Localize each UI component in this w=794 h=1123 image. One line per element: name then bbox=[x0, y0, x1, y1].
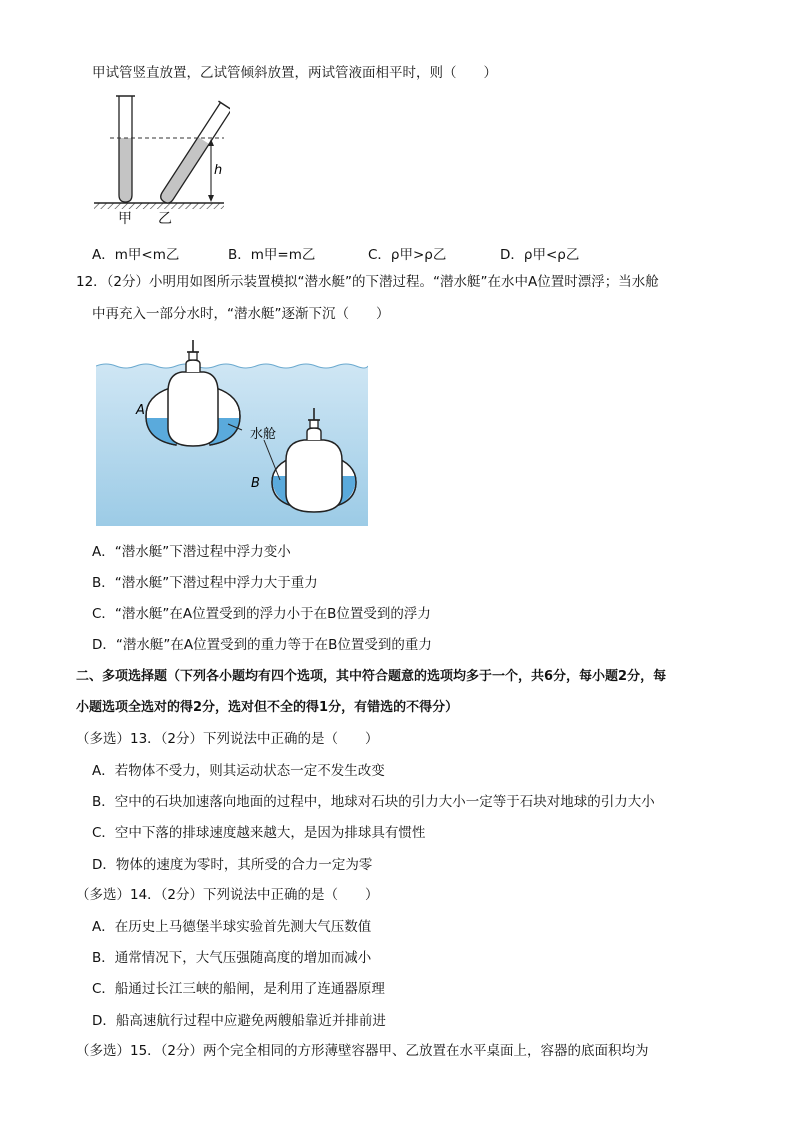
q14-option-b[interactable]: B．通常情况下，大气压强随高度的增加而减小 bbox=[92, 950, 372, 966]
q13-option-c[interactable]: C．空中下落的排球速度越来越大，是因为排球具有惯性 bbox=[92, 825, 426, 841]
q13-option-b[interactable]: B．空中的石块加速落向地面的过程中，地球对石块的引力大小一定等于石块对地球的引力大小 bbox=[92, 794, 655, 810]
q11-option-d[interactable]: D．ρ甲<ρ乙 bbox=[500, 247, 580, 263]
tube-label-jia: 甲 bbox=[118, 211, 132, 227]
q14-stem: （多选）14．（2分）下列说法中正确的是（ ） bbox=[76, 887, 379, 903]
q14-option-d[interactable]: D．船高速航行过程中应避免两艘船靠近并排前进 bbox=[92, 1013, 386, 1029]
label-b: B bbox=[251, 476, 260, 491]
submarine-a bbox=[146, 340, 252, 446]
q12-option-b[interactable]: B．“潜水艇”下潜过程中浮力大于重力 bbox=[92, 575, 318, 591]
q12-stem-line2: 中再充入一部分水时，“潜水艇”逐渐下沉（ ） bbox=[92, 306, 390, 322]
q15-stem: （多选）15．（2分）两个完全相同的方形薄壁容器甲、乙放置在水平桌面上，容器的底面积均为 bbox=[76, 1043, 649, 1059]
q14-option-a[interactable]: A．在历史上马德堡半球实验首先测大气压数值 bbox=[92, 919, 372, 935]
q12-option-d[interactable]: D．“潜水艇”在A位置受到的重力等于在B位置受到的重力 bbox=[92, 637, 432, 653]
h-label: h bbox=[214, 163, 223, 178]
section2-header-line1: 二、多项选择题（下列各小题均有四个选项，其中符合题意的选项均多于一个，共6分，每小题2分，每 bbox=[76, 669, 667, 684]
q12-option-a[interactable]: A．“潜水艇”下潜过程中浮力变小 bbox=[92, 544, 291, 560]
q14-option-c[interactable]: C．船通过长江三峡的船闸，是利用了连通器原理 bbox=[92, 981, 385, 997]
section2-header-line2: 小题选项全选对的得2分，选对但不全的得1分，有错选的不得分） bbox=[76, 700, 459, 715]
tube-jia bbox=[116, 96, 135, 202]
q13-stem: （多选）13．（2分）下列说法中正确的是（ ） bbox=[76, 731, 379, 747]
tube-yi bbox=[156, 101, 230, 206]
submarine-figure bbox=[96, 336, 368, 526]
ground-hatch bbox=[94, 203, 224, 209]
label-a: A bbox=[136, 403, 145, 418]
q11-option-a[interactable]: A．m甲<m乙 bbox=[92, 247, 180, 263]
q11-option-c[interactable]: C．ρ甲>ρ乙 bbox=[368, 247, 447, 263]
q11-option-b[interactable]: B．m甲=m乙 bbox=[228, 247, 316, 263]
label-tank: 水舱 bbox=[250, 427, 277, 442]
tube-label-yi: 乙 bbox=[158, 211, 172, 227]
q13-option-a[interactable]: A．若物体不受力，则其运动状态一定不发生改变 bbox=[92, 763, 385, 779]
q12-option-c[interactable]: C．“潜水艇”在A位置受到的浮力小于在B位置受到的浮力 bbox=[92, 606, 431, 622]
q12-stem-line1: 12．（2分）小明用如图所示装置模拟“潜水艇”的下潜过程。“潜水艇”在水中A位置时漂浮；当水舱 bbox=[76, 274, 659, 290]
q13-option-d[interactable]: D．物体的速度为零时，其所受的合力一定为零 bbox=[92, 857, 373, 873]
q11-stem-tail: 甲试管竖直放置，乙试管倾斜放置，两试管液面相平时，则（ ） bbox=[92, 65, 497, 81]
